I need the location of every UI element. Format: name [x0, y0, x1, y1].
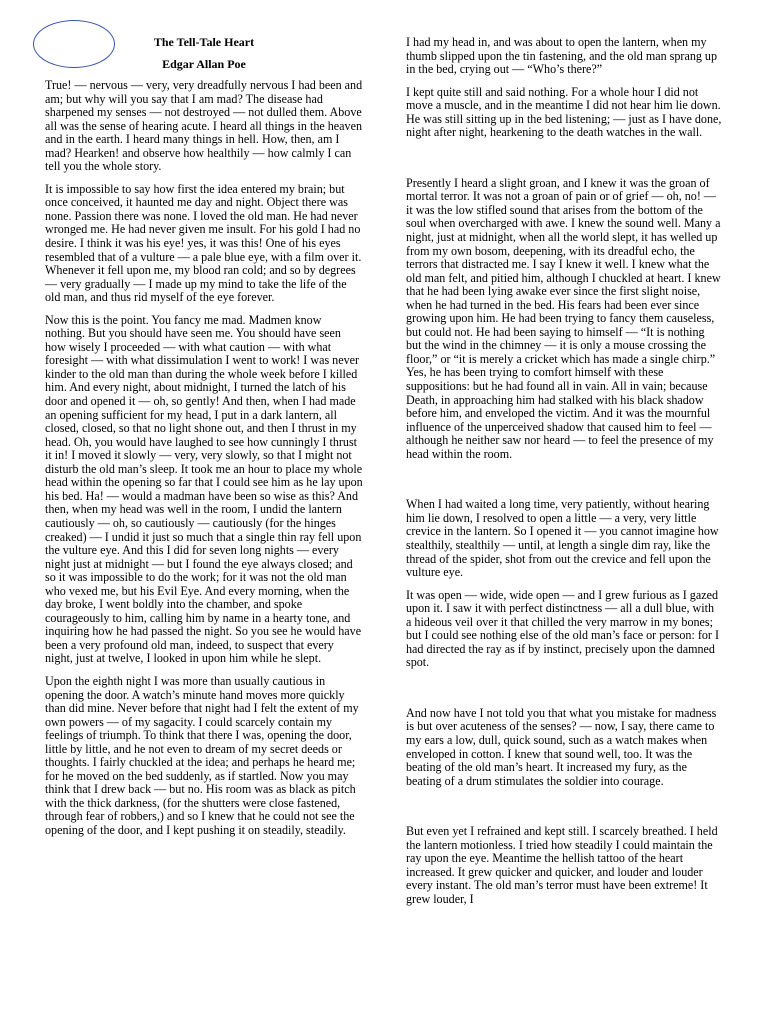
paragraph: I kept quite still and said nothing. For a whole hour I did not move a muscle, and in the meantime I did not hear him lie down. He was still sitting up in the bed listening; — just as I have done, night after night, hearkening to the death watches in the wall.: [406, 84, 722, 140]
paragraph: Now this is the point. You fancy me mad. Madmen know nothing. But you should have seen me. You should have seen how wisely I proceeded — with what caution — with what foresight — with what dissimulation I went to work! I was never kinder to the old man than during the whole week before I killed him. And every night, about midnight, I turned the latch of his door and opened it — oh, so gently! And then, when I had made an opening sufficient for my head, I put in a dark lantern, all closed, closed, so that no light shone out, and then I thrust in my head. Oh, you would have laughed to see how cunningly I thrust it in! I moved it slowly — very, very slowly, so that I might not disturb the old man’s sleep. It took me an hour to place my whole head within the opening so far that I could see him as he lay upon his bed. Ha! — would a madman have been so wise as this? And then, when my head was well in the room, I undid the lantern cautiously — oh, so cautiously — cautiously (for the hinges creaked) — I undid it just so much that a single thin ray fell upon the vulture eye. And this I did for seven long nights — every night just at midnight — but I found the eye always closed; and so it was impossible to do the work; for it was not the old man who vexed me, but his Evil Eye. And every morning, when the day broke, I went boldly into the chamber, and spoke courageously to him, calling him by name in a hearty tone, and inquiring how he had passed the night. So you see he would have been a very profound old man, indeed, to suspect that every night, just at twelve, I looked in upon him while he slept.: [45, 312, 363, 666]
story-author: Edgar Allan Poe: [162, 57, 246, 71]
paragraph: I had my head in, and was about to open the lantern, when my thumb slipped upon the tin fastening, and the old man sprang up in the bed, crying out — “Who’s there?”: [406, 35, 718, 77]
left-column: [45, 79, 363, 838]
paragraph: When I had waited a long time, very patiently, without hearing him lie down, I resolved to open a little — a very, very little crevice in the lantern. So I opened it — you cannot imagine how stealthily, stealthily — until, at length a single dim ray, like the thread of the spider, shot from out the crevice and fell upon the vulture eye.: [406, 497, 719, 580]
right-column: [406, 36, 722, 906]
story-title: The Tell-Tale Heart: [153, 35, 255, 49]
paragraph: It was open — wide, wide open — and I grew furious as I gazed upon it. I saw it with perfect distinctness — all a dull blue, with a hideous veil over it that chilled the very marrow in my bones; but I could see nothing else of the old man’s face or person: for I had directed the ray as if by instinct, precisely upon the damned spot.: [406, 587, 720, 670]
oval-shape: [33, 20, 115, 68]
paragraph: True! — nervous — very, very dreadfully nervous I had been and am; but why will you say that I am mad? The disease had sharpened my senses — not destroyed — not dulled them. Above all was the sense of hearing acute. I heard all things in the heaven and in the earth. I heard many things in hell. How, then, am I mad? Hearken! and observe how healthily — how calmly I can tell you the whole story.: [45, 78, 363, 174]
paragraph: Upon the eighth night I was more than usually cautious in opening the door. A watch’s minute hand moves more quickly than did mine. Never before that night had I felt the extent of my own powers — of my sagacity. I could scarcely contain my feelings of triumph. To think that there I was, opening the door, little by little, and he not even to dream of my secret deeds or thoughts. I fairly chuckled at the idea; and perhaps he heard me; for he moved on the bed suddenly, as if startled. Now you may think that I drew back — but no. His room was as black as pitch with the thick darkness, (for the shutters were close fastened, through fear of robbers,) and so I knew that he could not see the opening of the door, and I kept pushing it on steadily, steadily.: [45, 673, 359, 837]
paragraph: But even yet I refrained and kept still. I scarcely breathed. I held the lantern motionless. I tried how steadily I could maintain the ray upon the eye. Meantime the hellish tattoo of the heart increased. It grew quicker and quicker, and louder and louder every instant. The old man’s terror must have been extreme! It grew louder, I: [406, 824, 718, 906]
paragraph: It is impossible to say how first the idea entered my brain; but once conceived, it haunted me day and night. Object there was none. Passion there was none. I loved the old man. He had never wronged me. He had never given me insult. For his gold I had no desire. I think it was his eye! yes, it was this! One of his eyes resembled that of a vulture — a pale blue eye, with a film over it. Whenever it fell upon me, my blood ran cold; and so by degrees — very gradually — I made up my mind to take the life of the old man, and thus rid myself of the eye forever.: [45, 181, 362, 305]
paragraph: Presently I heard a slight groan, and I knew it was the groan of mortal terror. It was not a groan of pain or of grief — oh, no! — it was the low stifled sound that arises from the bottom of the soul when overcharged with awe. I knew the sound well. Many a night, just at midnight, when all the world slept, it has welled up from my own bosom, deepening, with its dreadful echo, the terrors that distracted me. I say I knew it well. I knew what the old man felt, and pitied him, although I chuckled at heart. I knew that he had been lying awake ever since the first slight noise, when he had turned in the bed. His fears had been ever since growing upon him. He had been trying to fancy them causeless, but could not. He had been saying to himself — “It is nothing but the wind in the chimney — it is only a mouse crossing the floor,” or “it is merely a cricket which has made a single chirp.” Yes, he has been trying to comfort himself with these suppositions: but he had found all in vain. All in vain; because Death, in approaching him had stalked with his black shadow before him, and enveloped the victim. And it was the mournful influence of the unperceived shadow that caused him to feel — although he neither saw nor heard — to feel the presence of my head within the room.: [406, 175, 721, 461]
paragraph: And now have I not told you that what you mistake for madness is but over acuteness of the senses? — now, I say, there came to my ears a low, dull, quick sound, such as a watch makes when enveloped in cotton. I knew that sound well, too. It was the beating of the old man’s heart. It increased my fury, as the beating of a drum stimulates the soldier into courage.: [406, 705, 717, 788]
